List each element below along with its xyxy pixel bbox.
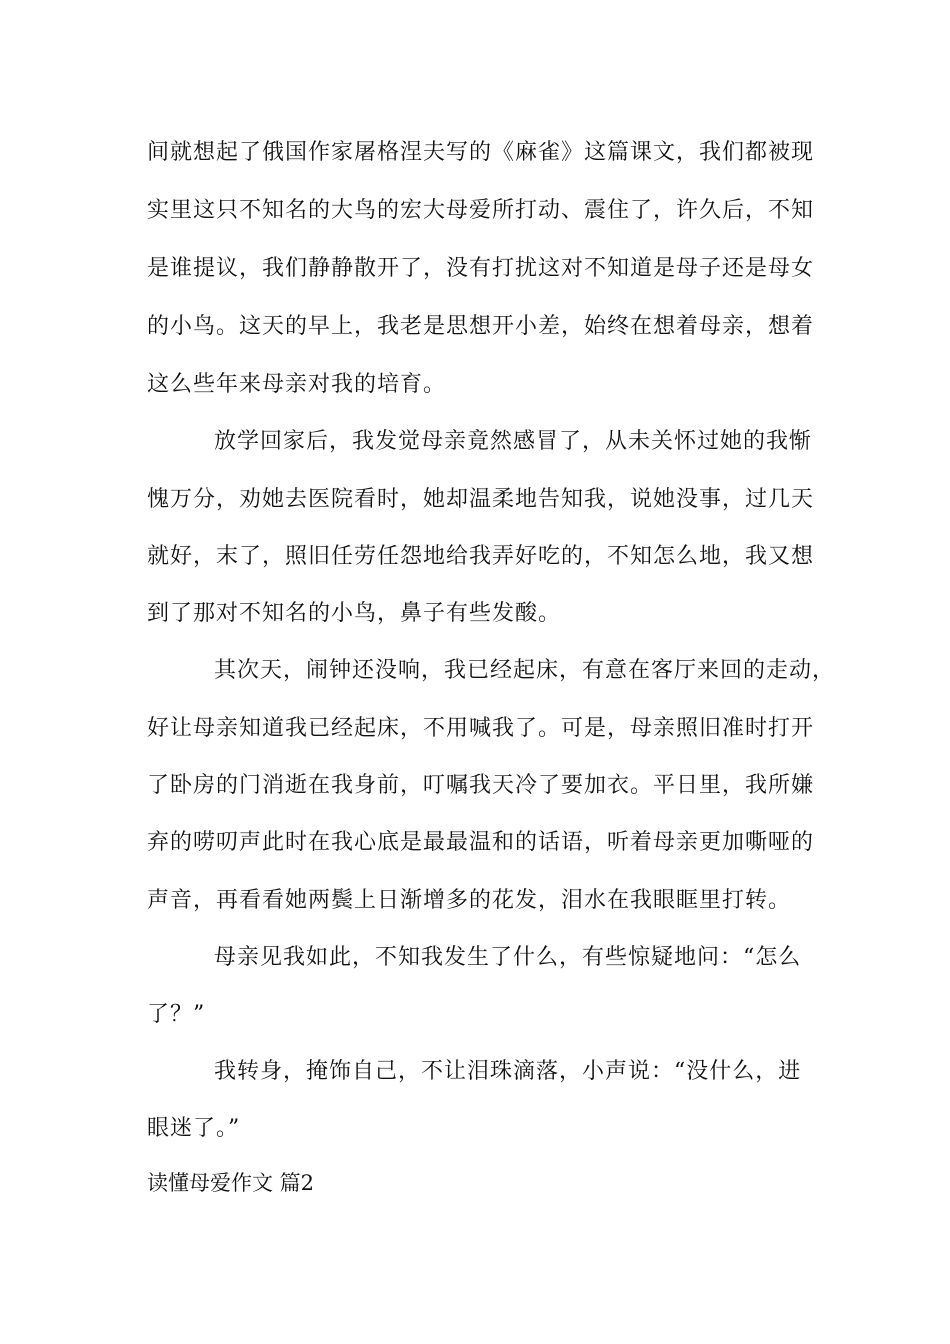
- paragraph-3-line-5: 声音，再看看她两鬓上日渐增多的花发，泪水在我眼眶里打转。: [147, 888, 792, 913]
- paragraph-2-line-1: 放学回家后，我发觉母亲竟然感冒了，从未关怀过她的我惭: [214, 429, 813, 454]
- paragraph-4-line-1: 母亲见我如此，不知我发生了什么，有些惊疑地问：“怎么: [214, 945, 802, 970]
- paragraph-5-line-1: 我转身，掩饰自己，不让泪珠滴落，小声说：“没什么，进: [214, 1059, 802, 1084]
- paragraph-3-line-1: 其次天，闹钟还没响，我已经起床，有意在客厅来回的走动，: [214, 658, 836, 683]
- paragraph-1-line-2: 实里这只不知名的大鸟的宏大母爱所打动、震住了，许久后，不知: [147, 198, 815, 223]
- paragraph-3-line-3: 了卧房的门消逝在我身前，叮嘱我天冷了要加衣。平日里，我所嫌: [147, 773, 815, 798]
- paragraph-2-line-4: 到了那对不知名的小鸟，鼻子有些发酸。: [147, 601, 562, 626]
- paragraph-1-line-5: 这么些年来母亲对我的培育。: [147, 372, 447, 397]
- paragraph-2-line-3: 就好，末了，照旧任劳任怨地给我弄好吃的，不知怎么地，我又想: [147, 544, 815, 569]
- section-heading: 读懂母爱作文 篇2: [147, 1171, 315, 1195]
- paragraph-1-line-3: 是谁提议，我们静静散开了，没有打扰这对不知道是母子还是母女: [147, 256, 815, 281]
- paragraph-3-line-4: 弃的唠叨声此时在我心底是最最温和的话语，听着母亲更加嘶哑的: [147, 830, 815, 855]
- paragraph-3-line-2: 好让母亲知道我已经起床，不用喊我了。可是，母亲照旧准时打开: [147, 716, 815, 741]
- paragraph-5-line-2: 眼迷了。”: [147, 1116, 241, 1141]
- paragraph-2-line-2: 愧万分，劝她去医院看时，她却温柔地告知我，说她没事，过几天: [147, 487, 815, 512]
- paragraph-1-line-1: 间就想起了俄国作家屠格涅夫写的《麻雀》这篇课文，我们都被现: [147, 140, 815, 165]
- paragraph-4-line-2: 了？”: [147, 1002, 206, 1027]
- paragraph-1-line-4: 的小鸟。这天的早上，我老是思想开小差，始终在想着母亲，想着: [147, 314, 815, 339]
